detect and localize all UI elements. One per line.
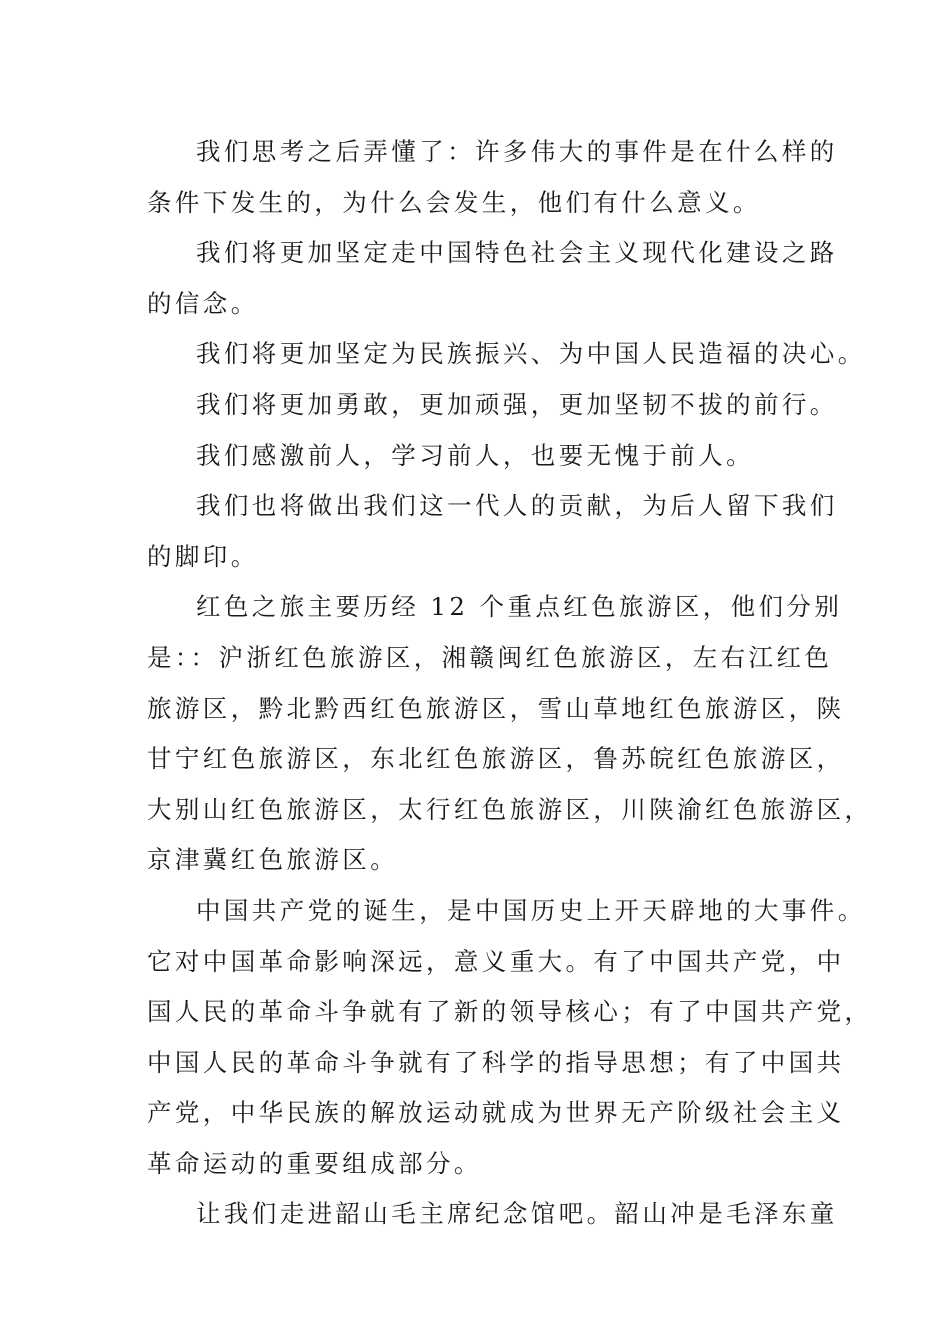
text-line: 中国人民的革命斗争就有了科学的指导思想；有了中国共 — [147, 1047, 845, 1077]
paragraph — [147, 127, 838, 228]
text-line: 让我们走进韶山毛主席纪念馆吧。韶山冲是毛泽东童 — [196, 1199, 838, 1229]
paragraph — [147, 481, 838, 582]
text-line: 的信念。 — [147, 288, 259, 318]
text-line: 我们也将做出我们这一代人的贡献，为后人留下我们 — [196, 491, 838, 521]
text-line: 京津冀红色旅游区。 — [147, 845, 399, 875]
document-body — [147, 127, 873, 1240]
paragraph — [147, 228, 838, 329]
text-line: 是：：沪浙红色旅游区，湘赣闽红色旅游区，左右江红色 — [147, 642, 833, 672]
text-line: 甘宁红色旅游区，东北红色旅游区，鲁苏皖红色旅游区， — [147, 744, 845, 774]
paragraph — [147, 582, 873, 886]
text-line: 我们感激前人，学习前人，也要无愧于前人。 — [196, 440, 754, 470]
text-line: 中国共产党的诞生，是中国历史上开天辟地的大事件。 — [196, 895, 866, 925]
text-line: 我们将更加勇敢，更加顽强，更加坚韧不拔的前行。 — [196, 389, 838, 419]
text-line: 国人民的革命斗争就有了新的领导核心；有了中国共产党， — [147, 997, 873, 1027]
text-line: 条件下发生的，为什么会发生，他们有什么意义。 — [147, 187, 761, 217]
text-line: 我们将更加坚定走中国特色社会主义现代化建设之路 — [196, 238, 838, 268]
text-line: 它对中国革命影响深远，意义重大。有了中国共产党，中 — [147, 946, 845, 976]
paragraph — [147, 886, 873, 1190]
text-line: 大别山红色旅游区，太行红色旅游区，川陕渝红色旅游区， — [147, 794, 873, 824]
text-line: 革命运动的重要组成部分。 — [147, 1148, 482, 1178]
text-line: 旅游区，黔北黔西红色旅游区，雪山草地红色旅游区，陕 — [147, 693, 845, 723]
text-line: 的脚印。 — [147, 541, 259, 571]
text-line: 我们将更加坚定为民族振兴、为中国人民造福的决心。 — [196, 339, 866, 369]
text-line: 我们思考之后弄懂了：许多伟大的事件是在什么样的 — [196, 137, 838, 166]
paragraph — [147, 1189, 838, 1240]
text-line: 红色之旅主要历经 12 个重点红色旅游区，他们分别 — [196, 592, 843, 622]
text-line: 产党，中华民族的解放运动就成为世界无产阶级社会主义 — [147, 1098, 845, 1128]
paragraph — [147, 329, 866, 380]
paragraph — [147, 380, 838, 431]
paragraph — [147, 431, 807, 482]
